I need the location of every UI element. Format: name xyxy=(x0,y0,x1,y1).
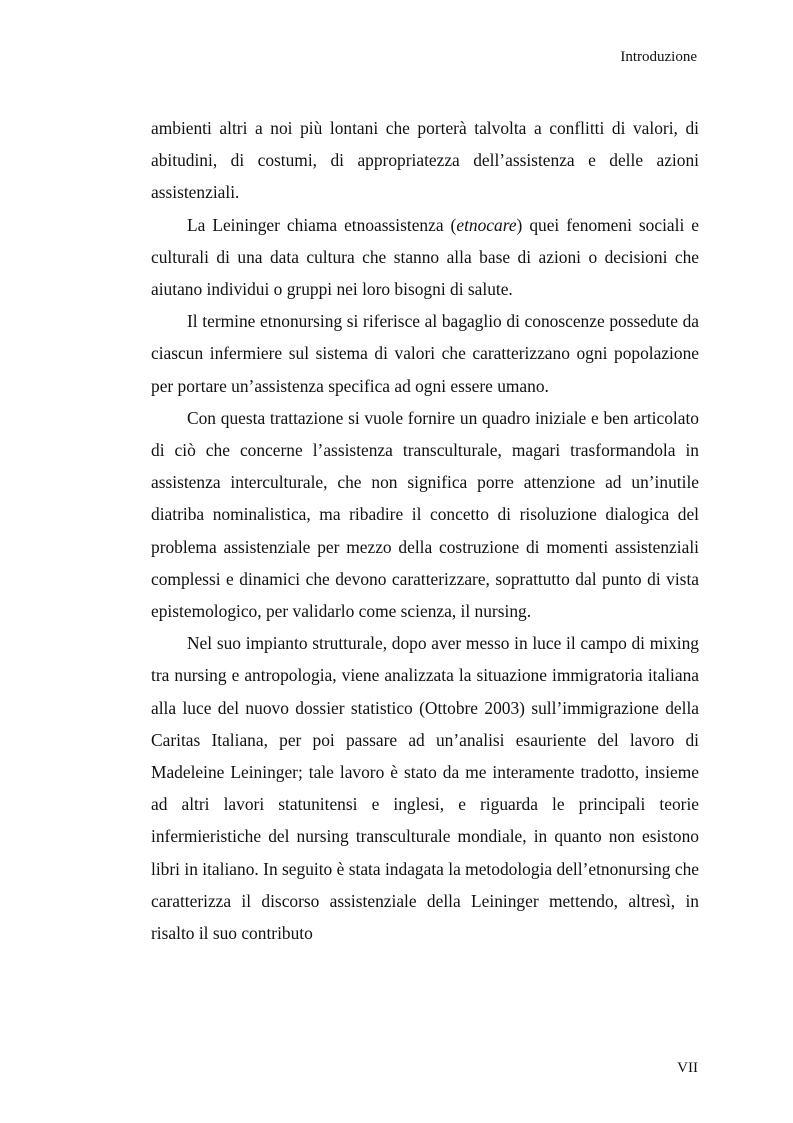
paragraph-2-italic-term: etnocare xyxy=(456,214,517,235)
paragraph-4: Con questa trattazione si vuole fornire un quadro iniziale e ben articolato di ciò che concerne l’assistenza transculturale, magari trasformandola in assistenza interculturale, che non significa porre attenzione ad un’inutile diatriba nominalistica, ma ribadire il concetto di risoluzione dialogica del problema assistenziale per mezzo della costruzione di momenti assistenziali complessi e dinamici che devono caratterizzare, soprattutto dal punto di vista epistemologico, per validarlo come scienza, il nursing. xyxy=(151,407,699,622)
paragraph-2-after: ) quei fenomeni sociali e culturali di una data cultura che stanno alla base di azioni o decisioni che aiutano individui o gruppi nei loro bisogni di salute. xyxy=(151,214,699,300)
paragraph-2 xyxy=(151,209,699,306)
body-text xyxy=(151,112,699,949)
paragraph-1: ambienti altri a noi più lontani che porterà talvolta a conflitti di valori, di abitudini, di costumi, di appropriatezza dell’assistenza e delle azioni assistenziali. xyxy=(151,118,699,203)
paragraph-3: Il termine etnonursing si riferisce al bagaglio di conoscenze possedute da ciascun infermiere sul sistema di valori che caratterizzano ogni popolazione per portare un’assistenza specifica ad ogni essere umano. xyxy=(151,311,699,396)
page-number: VII xyxy=(677,1060,698,1076)
paragraph-5: Nel suo impianto strutturale, dopo aver messo in luce il campo di mixing tra nursing e antropologia, viene analizzata la situazione immigratoria italiana alla luce del nuovo dossier statistico (Ottobre 2003) sull’immigrazione della Caritas Italiana, per poi passare ad un’analisi esauriente del lavoro di Madeleine Leininger; tale lavoro è stato da me interamente tradotto, insieme ad altri lavori statunitensi e inglesi, e riguarda le principali teorie infermieristiche del nursing transculturale mondiale, in quanto non esistono libri in italiano. In seguito è stata indagata la metodologia dell’etnonursing che caratterizza il discorso assistenziale della Leininger mettendo, altresì, in risalto il suo contributo xyxy=(151,633,699,944)
running-head-title: Introduzione xyxy=(620,49,697,65)
paragraph-2-before: La Leininger chiama etnoassistenza ( xyxy=(187,214,457,235)
